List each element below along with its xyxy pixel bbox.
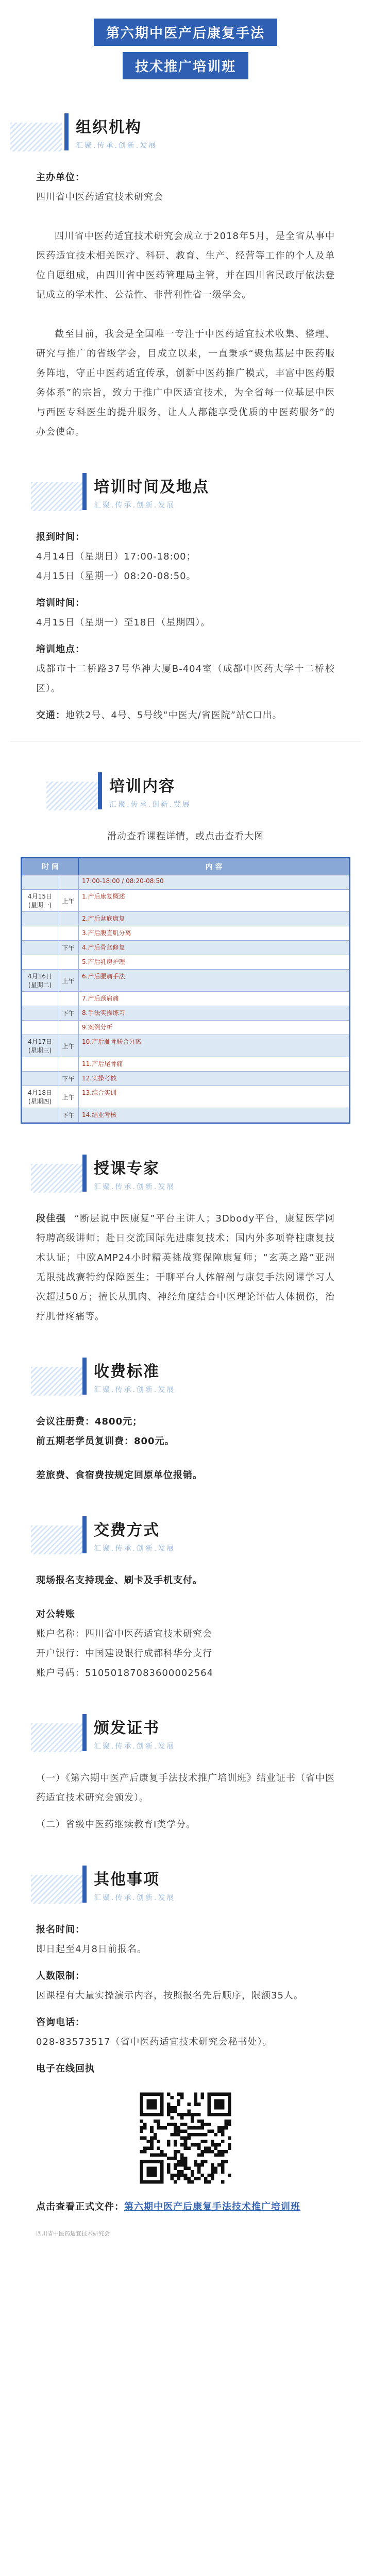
schedule-item: 13.综合实训 (79, 1086, 349, 1108)
traffic-label: 交通： (36, 710, 65, 721)
signup-label: 报名时间： (36, 1924, 85, 1935)
schedule-row (22, 1057, 349, 1072)
train-line-1: 4月15日（星期一）至18日（星期四）。 (36, 617, 211, 628)
pay-line-1: 现场报名支持现金、刷卡及手机支付。 (36, 1575, 203, 1586)
cert-line-2: （二）省级中医药继续教育I类学分。 (36, 1819, 196, 1830)
schedule-period: 下午 (58, 941, 79, 955)
schedule-item: 3.产后腹直肌分离 (79, 926, 349, 941)
contact-label: 咨询电话： (36, 2017, 85, 2028)
stripe-decoration (31, 1367, 82, 1396)
schedule-item: 4.产后骨盆修复 (79, 941, 349, 955)
section-expert-content (0, 1209, 371, 1327)
schedule-item: 12.实操考核 (79, 1072, 349, 1086)
section-title: 培训内容 (109, 777, 175, 795)
section-time-content (0, 528, 371, 725)
qr-code-icon[interactable] (137, 2089, 234, 2187)
section-other-content (0, 1920, 371, 2079)
host-value: 四川省中医药适宜技术研究会 (36, 192, 163, 202)
fee-line-3: 差旅费、食宿费按规定回原单位报销。 (36, 1470, 203, 1481)
schedule-day (22, 1021, 58, 1035)
schedule-day: 4月17日 (星期三) (22, 1035, 58, 1057)
schedule-row (22, 1086, 349, 1108)
section-tagline: 汇聚.传承.创新.发展 (94, 1742, 176, 1751)
section-content-hint (0, 827, 371, 846)
banner-title-line1: 第六期中医产后康复手法 (94, 19, 277, 46)
train-label: 培训时间： (36, 598, 85, 608)
schedule-row (22, 875, 349, 890)
schedule-row (22, 1006, 349, 1021)
schedule-period (58, 955, 79, 970)
schedule-period: 下午 (58, 1072, 79, 1086)
stripe-decoration (31, 1723, 82, 1752)
schedule-period (58, 992, 79, 1006)
section-header-content (0, 772, 371, 814)
banner-title-line2: 技术推广培训班 (123, 52, 248, 79)
account-name: 账户名称：四川省中医药适宜技术研究会 (36, 1629, 212, 1639)
section-header-other (0, 1866, 371, 1907)
schedule-period: 下午 (58, 1006, 79, 1021)
report-line-1: 4月14日（星期日）17:00-18:00； (36, 551, 196, 562)
people-label: 人数限制： (36, 1971, 85, 1981)
section-tagline: 汇聚.传承.创新.发展 (76, 142, 158, 150)
org-paragraph-1: 四川省中医药适宜技术研究会成立于2018年5月，是全省从事中医药适宜技术相关医疗、科研、教育、生产、经营等工作的个人及单位自愿组成，由四川省中医药管理局主管，并在四川省民政厅依法登记成立的学术性、公益性、非营利性省一级学会。 (36, 231, 335, 300)
official-document-link[interactable]: 第六期中医产后康复手法技术推广培训班 (124, 2201, 300, 2212)
schedule-row (22, 926, 349, 941)
section-tagline: 汇聚.传承.创新.发展 (94, 1894, 176, 1902)
schedule-item: 2.产后盆底康复 (79, 912, 349, 926)
org-paragraph-2: 截至目前，我会是全国唯一专注于中医药适宜技术收集、整理、研究与推广的省级学会，目成立以来，一直秉承“聚焦基层中医药服务阵地，守正中医药适宜传承，创新中医药推广模式，丰富中医药服务体系”的宗旨，致力于推广中医适宜技术，为全省每一位基层中医与西医专科医生的提升服务，让人人都能享受优质的中医药服务”的办会使命。 (36, 329, 335, 437)
qr-wrap (0, 2089, 371, 2187)
section-fee-content (0, 1412, 371, 1485)
banner (0, 0, 371, 82)
schedule-item: 5.产后乳房护理 (79, 955, 349, 970)
traffic-line-1: 地铁2号、4号、5号线“中医大/省医院”站C口出。 (65, 710, 282, 721)
section-header-pay (0, 1516, 371, 1557)
expert-name: 段佳强 (36, 1213, 66, 1224)
cert-line-1: （一）《第六期中医产后康复手法技术推广培训班》结业证书（省中医药适宜技术研究会颁发）。 (36, 1773, 335, 1803)
fee-line-2: 前五期老学员复训费：800元。 (36, 1436, 175, 1447)
schedule-row (22, 1021, 349, 1035)
section-title: 交费方式 (94, 1521, 160, 1539)
report-label: 报到时间： (36, 532, 85, 543)
section-title: 颁发证书 (94, 1719, 160, 1737)
schedule-item: 9.案例分析 (79, 1021, 349, 1035)
schedule-day: 4月15日 (星期一) (22, 890, 58, 912)
schedule-item: 17:00-18:00 / 08:20-08:50 (79, 875, 349, 890)
schedule-row (22, 1108, 349, 1123)
schedule-row (22, 992, 349, 1006)
schedule-period: 上午 (58, 970, 79, 992)
schedule-day (22, 1006, 58, 1021)
contact-line: 028-83573517（省中医药适宜技术研究会秘书处）。 (36, 2037, 273, 2047)
schedule-row (22, 1072, 349, 1086)
section-header-cert (0, 1714, 371, 1755)
section-header-fee (0, 1358, 371, 1399)
schedule-hint: 滑动查看课程详情，或点击查看大图 (107, 831, 264, 842)
section-link (0, 2197, 371, 2217)
place-label: 培训地点： (36, 644, 85, 655)
schedule-day (22, 941, 58, 955)
schedule-day: 4月16日 (星期二) (22, 970, 58, 992)
account-number: 账户号码：51050187083600002564 (36, 1668, 214, 1679)
fee-line-1: 会议注册费：4800元； (36, 1416, 143, 1427)
schedule-day: 4月18日 (星期四) (22, 1086, 58, 1108)
schedule-row (22, 955, 349, 970)
section-cert-content (0, 1769, 371, 1835)
link-prefix: 点击查看正式文件： (36, 2201, 124, 2212)
section-title: 组织机构 (76, 118, 142, 137)
schedule-row (22, 890, 349, 912)
account-label: 对公转账 (36, 1609, 75, 1620)
schedule-item: 1.产后康复概述 (79, 890, 349, 912)
schedule-row (22, 941, 349, 955)
schedule-day (22, 926, 58, 941)
schedule-item: 11.产后尾骨痛 (79, 1057, 349, 1072)
schedule-period: 上午 (58, 1086, 79, 1108)
schedule-period (58, 1021, 79, 1035)
report-line-2: 4月15日（星期一）08:20-08:50。 (36, 571, 196, 582)
schedule-day (22, 955, 58, 970)
section-header-expert (0, 1155, 371, 1196)
schedule-row (22, 1035, 349, 1057)
section-tagline: 汇聚.传承.创新.发展 (109, 801, 191, 809)
schedule-row (22, 970, 349, 992)
stripe-decoration (31, 1875, 82, 1904)
schedule-period (58, 912, 79, 926)
section-title: 收费标准 (94, 1363, 160, 1381)
schedule-period (58, 1057, 79, 1072)
schedule-table[interactable] (21, 857, 350, 1124)
stripe-decoration (46, 782, 98, 810)
qr-label: 电子在线回执 (36, 2063, 95, 2074)
schedule-head-time: 时 间 (22, 858, 79, 875)
schedule-day (22, 992, 58, 1006)
section-tagline: 汇聚.传承.创新.发展 (94, 1183, 176, 1191)
people-line: 因课程有大量实操演示内容，按照报名先后顺序，限额35人。 (36, 1990, 303, 2001)
section-title: 培训时间及地点 (94, 478, 209, 496)
schedule-item: 6.产后腰痛手法 (79, 970, 349, 992)
place-line-1: 成都市十二桥路37号华神大厦B-404室（成都中医药大学十二桥校区）。 (36, 664, 335, 694)
section-title: 其他事项 (94, 1871, 160, 1889)
schedule-period: 下午 (58, 1108, 79, 1123)
footer-note: 四川省中医药适宜技术研究会 (36, 2230, 110, 2237)
schedule-day (22, 875, 58, 890)
schedule-head-content: 内 容 (79, 858, 349, 875)
signup-line: 即日起至4月8日前报名。 (36, 1944, 147, 1955)
section-tagline: 汇聚.传承.创新.发展 (94, 1545, 176, 1553)
schedule-row (22, 912, 349, 926)
schedule-day (22, 1108, 58, 1123)
section-tagline: 汇聚.传承.创新.发展 (94, 501, 176, 510)
stripe-decoration (31, 1526, 82, 1554)
schedule-period (58, 875, 79, 890)
section-title: 授课专家 (94, 1160, 160, 1178)
stripe-decoration (31, 1164, 82, 1193)
expert-bio: “断层说中医康复”平台主讲人；3Dbody平台，康复医学网特聘高级讲师；赴日交流国际先进康复技术；国内外多项脊柱康复技术认证；中欧AMP24小时精英挑战赛保障康复师；“玄英之路”亚洲无限挑战赛特约保障医生；干聊平台人体解剖与康复手法网课学习人次超过50万；擅长从肌肉、神经角度结合中医理论评估人体损伤，治疗肌骨疼痛等。 (36, 1213, 335, 1322)
stripe-decoration (31, 482, 82, 511)
schedule-item: 8.手法实操练习 (79, 1006, 349, 1021)
account-bank: 开户银行：中国建设银行成都科华分支行 (36, 1648, 212, 1659)
schedule-period: 上午 (58, 890, 79, 912)
section-header-org (0, 113, 371, 155)
section-tagline: 汇聚.传承.创新.发展 (94, 1386, 176, 1394)
schedule-item: 10.产后耻骨联合分离 (79, 1035, 349, 1057)
schedule-day (22, 1057, 58, 1072)
section-pay-content (0, 1571, 371, 1683)
schedule-day (22, 912, 58, 926)
schedule-period (58, 926, 79, 941)
schedule-day (22, 1072, 58, 1086)
host-label: 主办单位： (36, 172, 85, 183)
schedule-period: 上午 (58, 1035, 79, 1057)
schedule-item: 7.产后颈肩痛 (79, 992, 349, 1006)
section-header-time (0, 473, 371, 514)
schedule-item: 14.结业考核 (79, 1108, 349, 1123)
section-org-content (0, 168, 371, 442)
stripe-decoration (10, 123, 62, 151)
